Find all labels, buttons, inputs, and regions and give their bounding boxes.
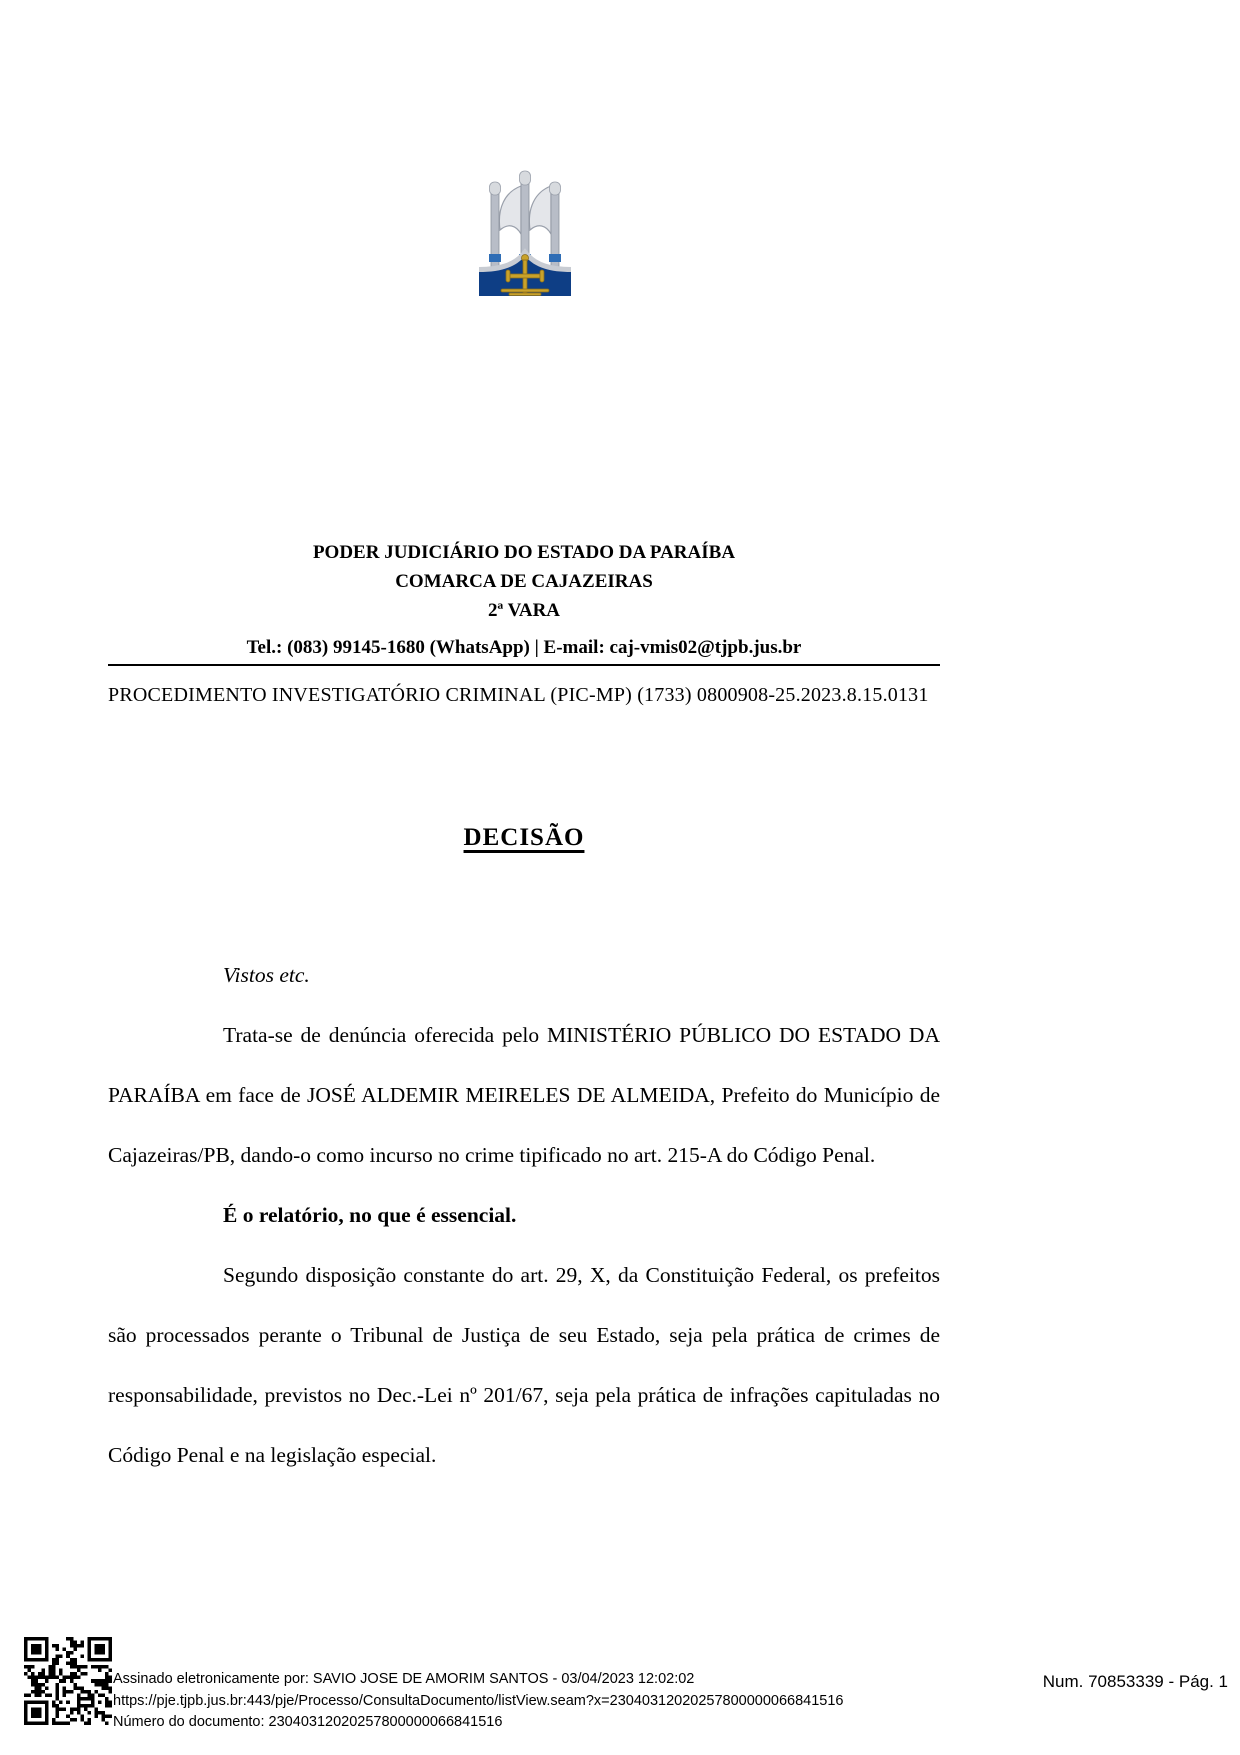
qr-code-svg [24,1637,112,1725]
qr-code-icon [24,1637,112,1725]
document-header [108,538,940,662]
document-number: Número do documento: 23040312020257800000066841516 [113,1714,503,1730]
coat-of-arms-svg [479,168,571,296]
verification-url: https://pje.tjpb.jus.br:443/pje/Processo/ConsultaDocumento/listView.seam?x=23040312020257800000066841516 [113,1692,844,1709]
header-divider [108,664,940,666]
tjpb-coat-of-arms-icon [479,168,571,296]
signature-block [113,1669,1013,1734]
header-comarca: COMARCA DE CAJAZEIRAS [395,571,653,592]
signature-line: Assinado eletronicamente por: SAVIO JOSE DE AMORIM SANTOS - 03/04/2023 12:02:02 [113,1671,695,1687]
header-court: PODER JUDICIÁRIO DO ESTADO DA PARAÍBA [312,542,736,563]
paragraph-relatorio: É o relatório, no que é essencial. [223,1203,517,1227]
header-contact: Tel.: (083) 99145-1680 (WhatsApp) | E-mail: caj-vmis02@tjpb.jus.br [246,637,802,658]
paragraph-denuncia: Trata-se de denúncia oferecida pelo MINISTÉRIO PÚBLICO DO ESTADO DA PARAÍBA em face de JOSÉ ALDEMIR MEIRELES DE ALMEIDA, Prefeito do Município de Cajazeiras/PB, dando-o como incurso no crime tipificado no art. 215-A do Código Penal. [108,1023,940,1167]
page-reference: Num. 70853339 - Pág. 1 [1042,1672,1228,1691]
document-body [108,945,940,1485]
case-reference: PROCEDIMENTO INVESTIGATÓRIO CRIMINAL (PIC-MP) (1733) 0800908-25.2023.8.15.0131 [108,684,929,706]
header-vara: 2ª VARA [487,600,561,621]
paragraph-vistos: Vistos etc. [223,963,310,987]
paragraph-fundamentacao: Segundo disposição constante do art. 29, X, da Constituição Federal, os prefeitos são processados perante o Tribunal de Justiça de seu Estado, seja pela prática de crimes de responsabilidade, previstos no Dec.-Lei nº 201/67, seja pela prática de infrações capituladas no Código Penal e na legislação especial. [108,1263,940,1467]
decision-title: DECISÃO [463,824,585,851]
